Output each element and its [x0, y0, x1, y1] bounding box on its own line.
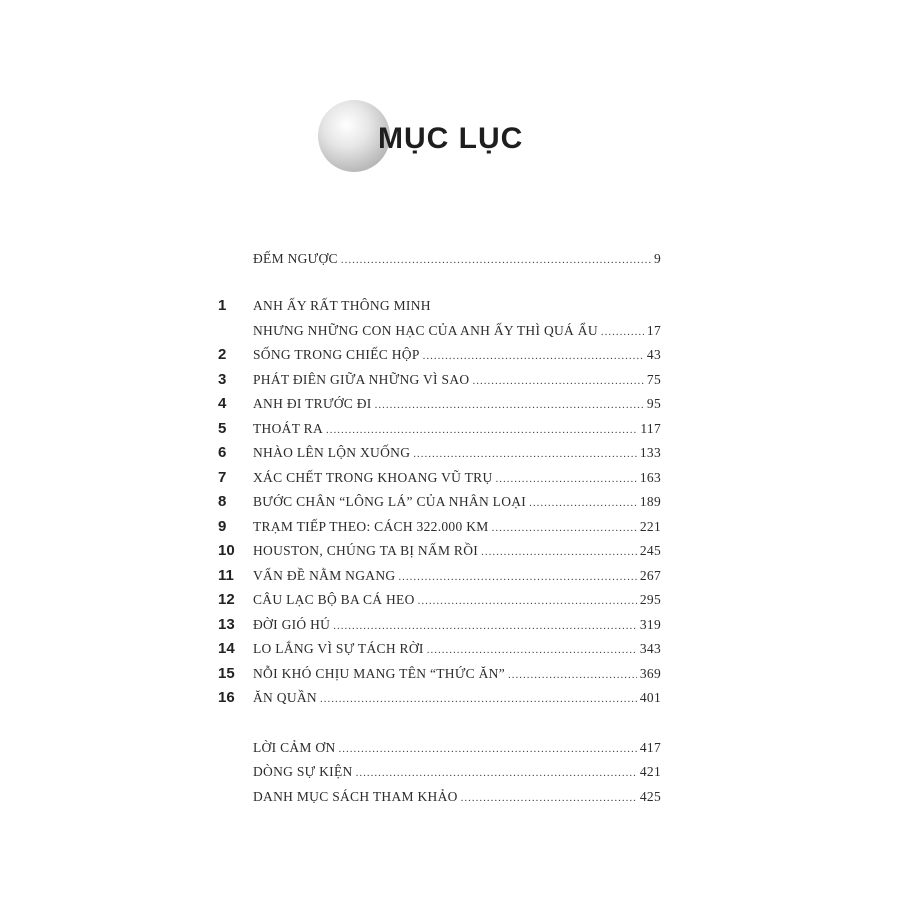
toc-entry-label: LO LẮNG VÌ SỰ TÁCH RỜI	[253, 641, 424, 656]
chapter-number: 10	[218, 542, 235, 559]
leader-dots	[375, 394, 644, 416]
leader-dots	[326, 419, 637, 441]
toc-entry-chapter-7[interactable]	[0, 467, 900, 489]
leader-dots	[461, 787, 637, 809]
toc-entry-label: ĂN QUẦN	[253, 690, 317, 705]
toc-entry-timeline[interactable]	[0, 761, 900, 783]
toc-entry-chapter-6[interactable]	[0, 442, 900, 464]
leader-dots	[341, 249, 651, 271]
toc-entry-page: 401	[639, 690, 661, 705]
toc-entry-label: DÒNG SỰ KIỆN	[253, 764, 353, 779]
toc-entry-page: 417	[639, 740, 661, 755]
chapter-number: 9	[218, 518, 227, 535]
toc-entry-chapter-15[interactable]	[0, 663, 900, 685]
toc-entry-page: 425	[639, 789, 661, 804]
leader-dots	[472, 370, 643, 392]
toc-entry-label: THOÁT RA	[253, 421, 324, 436]
chapter-number: 4	[218, 395, 227, 412]
leader-dots	[413, 443, 637, 465]
toc-entry-chapter-4[interactable]	[0, 393, 900, 415]
leader-dots	[418, 590, 637, 612]
chapter-number: 5	[218, 420, 227, 437]
toc-entry-bibliography[interactable]	[0, 786, 900, 808]
toc-entry-label: LỜI CẢM ƠN	[253, 740, 336, 755]
toc-entry-label: SỐNG TRONG CHIẾC HỘP	[253, 347, 420, 362]
chapter-number: 16	[218, 689, 235, 706]
toc-entry-label: ANH ẤY RẤT THÔNG MINH	[253, 298, 431, 313]
page-title: MỤC LỤC	[378, 122, 524, 155]
toc-entry-page: 133	[639, 445, 661, 460]
leader-dots	[398, 566, 636, 588]
toc-entry-page: 95	[646, 396, 661, 411]
chapter-number: 1	[218, 297, 227, 314]
leader-dots	[496, 468, 637, 490]
toc-entry-label: XÁC CHẾT TRONG KHOANG VŨ TRỤ	[253, 470, 493, 485]
toc-entry-label: DANH MỤC SÁCH THAM KHẢO	[253, 789, 458, 804]
chapter-number: 13	[218, 616, 235, 633]
toc-entry-page: 17	[646, 323, 661, 338]
toc-entry-page: 343	[639, 641, 661, 656]
toc-entry-prologue[interactable]	[0, 248, 900, 270]
toc-entry-label: ĐỜI GIÓ HÚ	[253, 617, 331, 632]
toc-entry-chapter-1[interactable]	[0, 320, 900, 342]
chapter-number: 6	[218, 444, 227, 461]
chapter-number: 3	[218, 371, 227, 388]
toc-entry-page: 221	[639, 519, 661, 534]
toc-entry-chapter-8[interactable]	[0, 491, 900, 513]
toc-entry-acknowledgements[interactable]	[0, 737, 900, 759]
toc-entry-page: 189	[639, 494, 661, 509]
toc-entry-label: ANH ĐI TRƯỚC ĐI	[253, 396, 372, 411]
toc-entry-page: 369	[639, 666, 661, 681]
toc-entry-label: TRẠM TIẾP THEO: CÁCH 322.000 KM	[253, 519, 489, 534]
toc-entry-chapter-16[interactable]	[0, 687, 900, 709]
leader-dots	[333, 615, 637, 637]
toc-entry-page: 421	[639, 764, 661, 779]
toc-entry-page: 117	[640, 421, 661, 436]
toc-entry-label: ĐẾM NGƯỢC	[253, 251, 338, 266]
chapter-number: 7	[218, 469, 227, 486]
toc-entry-page: 319	[639, 617, 661, 632]
leader-dots	[427, 639, 637, 661]
toc-entry-label: NHƯNG NHỮNG CON HẠC CỦA ANH ẤY THÌ QUÁ ẨU	[253, 323, 598, 338]
toc-entry-chapter-1-line1[interactable]	[0, 295, 900, 317]
toc-entry-page: 245	[639, 543, 661, 558]
leader-dots	[492, 517, 637, 539]
toc-entry-chapter-11[interactable]	[0, 565, 900, 587]
chapter-number: 12	[218, 591, 235, 608]
toc-entry-label: NỖI KHÓ CHỊU MANG TÊN “THỨC ĂN”	[253, 666, 505, 681]
chapter-number: 8	[218, 493, 227, 510]
toc-entry-page: 75	[646, 372, 661, 387]
toc-entry-page: 9	[653, 251, 661, 266]
chapter-number: 2	[218, 346, 227, 363]
leader-dots	[481, 541, 637, 563]
toc-entry-chapter-5[interactable]	[0, 418, 900, 440]
leader-dots	[339, 738, 637, 760]
leader-dots	[320, 688, 637, 710]
toc-entry-chapter-12[interactable]	[0, 589, 900, 611]
chapter-number: 14	[218, 640, 235, 657]
toc-entry-chapter-10[interactable]	[0, 540, 900, 562]
toc-entry-page: 43	[646, 347, 661, 362]
chapter-number: 11	[218, 567, 234, 584]
leader-dots	[356, 762, 637, 784]
leader-dots	[601, 321, 644, 343]
toc-entry-label: CÂU LẠC BỘ BA CÁ HEO	[253, 592, 415, 607]
leader-dots	[508, 664, 637, 686]
toc-entry-chapter-3[interactable]	[0, 369, 900, 391]
toc-entry-chapter-13[interactable]	[0, 614, 900, 636]
toc-entry-page: 163	[639, 470, 661, 485]
toc-entry-page: 295	[639, 592, 661, 607]
toc-entry-label: NHÀO LÊN LỘN XUỐNG	[253, 445, 411, 460]
toc-entry-chapter-9[interactable]	[0, 516, 900, 538]
toc-entry-chapter-2[interactable]	[0, 344, 900, 366]
toc-entry-label: VẤN ĐỀ NẰM NGANG	[253, 568, 396, 583]
chapter-number: 15	[218, 665, 235, 682]
toc-entry-page: 267	[639, 568, 661, 583]
leader-dots	[423, 345, 644, 367]
toc-entry-chapter-14[interactable]	[0, 638, 900, 660]
leader-dots	[529, 492, 637, 514]
toc-entry-label: BƯỚC CHÂN “LÔNG LÁ” CỦA NHÂN LOẠI	[253, 494, 527, 509]
toc-entry-label: HOUSTON, CHÚNG TA BỊ NẤM RỒI	[253, 543, 479, 558]
toc-entry-label: PHÁT ĐIÊN GIỮA NHỮNG VÌ SAO	[253, 372, 470, 387]
